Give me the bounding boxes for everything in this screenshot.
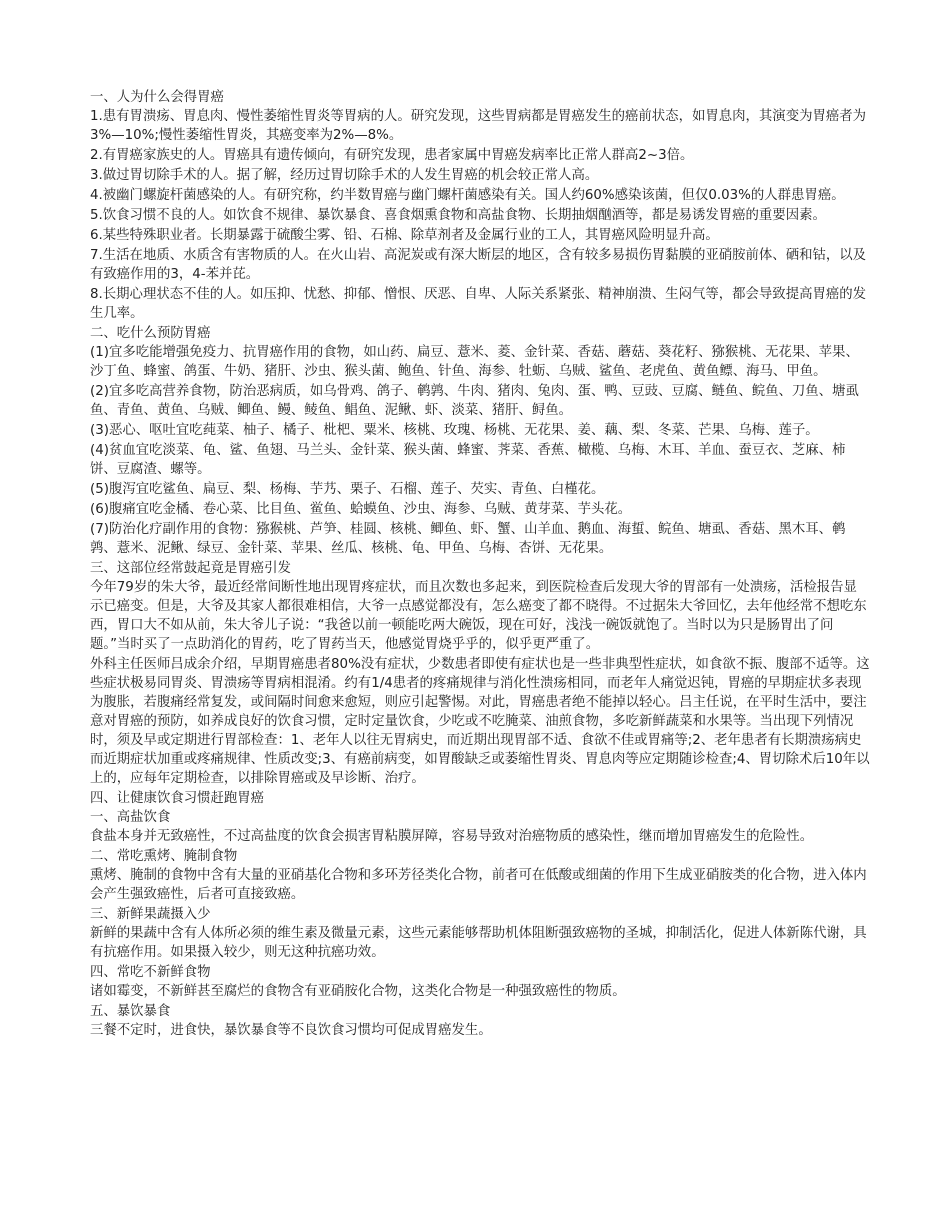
subsection-heading: 三、新鲜果蔬摄入少 — [90, 907, 211, 922]
section-heading: 一、人为什么会得胃癌 — [90, 90, 224, 105]
paragraph: (4)贫血宜吃淡菜、龟、鲨、鱼翅、马兰头、金针菜、猴头菌、蜂蜜、荠菜、香蕉、橄榄、乌梅、木耳、羊血、蚕豆衣、芝麻、柿饼、豆腐渣、螺等。 — [90, 443, 846, 477]
section-heading: 四、让健康饮食习惯赶跑胃癌 — [90, 791, 265, 806]
paragraph: (7)防治化疗副作用的食物：猕猴桃、芦笋、桂圆、核桃、鲫鱼、虾、蟹、山羊血、鹅血、海蜇、鲩鱼、塘虱、香菇、黑木耳、鹌鹑、薏米、泥鳅、绿豆、金针菜、苹果、丝瓜、核桃、龟、甲鱼、乌梅、杏饼、无花果。 — [90, 522, 846, 556]
paragraph: 三餐不定时，进食快，暴饮暴食等不良饮食习惯均可促成胃癌发生。 — [90, 1023, 492, 1038]
paragraph: 熏烤、腌制的食物中含有大量的亚硝基化合物和多环芳径类化合物，前者可在低酸或细菌的作用下生成亚硝胺类的化合物，进入体内会产生强致癌性，后者可直接致癌。 — [90, 868, 867, 902]
subsection-heading: 二、常吃熏烤、腌制食物 — [90, 849, 238, 864]
paragraph: 3.做过胃切除手术的人。据了解，经历过胃切除手术的人发生胃癌的机会较正常人高。 — [90, 168, 599, 183]
paragraph: (3)恶心、呕吐宜吃莼菜、柚子、橘子、枇杷、粟米、核桃、玫瑰、杨桃、无花果、姜、藕、梨、冬菜、芒果、乌梅、莲子。 — [90, 423, 819, 438]
paragraph: 外科主任医师吕成余介绍，早期胃癌患者80%没有症状，少数患者即使有症状也是一些非典型性症状，如食欲不振、腹部不适等。这些症状极易同胃炎、胃溃疡等胃病相混淆。约有1/4患者的疼痛规律与消化性溃疡相同，而老年人痛觉迟钝，胃癌的早期症状多表现为腹胀，若腹痛经常复发，或间隔时间愈来愈短，则应引起警惕。对此，胃癌患者绝不能掉以轻心。吕主任说，在平时生活中，要注意对胃癌的预防，如养成良好的饮食习惯，定时定量饮食，少吃或不吃腌菜、油煎食物，多吃新鲜蔬菜和水果等。当出现下列情况时，须及早或定期进行胃部检查：1、老年人以往无胃病史，而近期出现胃部不适、食欲不佳或胃痛等;2、老年患者有长期溃疡病史而近期症状加重或疼痛规律、性质改变;3、有癌前病变，如胃酸缺乏或萎缩性胃炎、胃息肉等应定期随诊检查;4、胃切除术后10年以上的，应每年定期检查，以排除胃癌或及早诊断、治疗。 — [90, 657, 870, 786]
paragraph: 诸如霉变，不新鲜甚至腐烂的食物含有亚硝胺化合物，这类化合物是一种强致癌性的物质。 — [90, 984, 626, 999]
paragraph: 8.长期心理状态不佳的人。如压抑、忧愁、抑郁、憎恨、厌恶、自卑、人际关系紧张、精神崩溃、生闷气等，都会导致提高胃癌的发生几率。 — [90, 287, 867, 321]
paragraph: 7.生活在地质、水质含有害物质的人。在火山岩、高泥炭或有深大断层的地区，含有较多易损伤胃黏膜的亚硝胺前体、硒和钴，以及有致癌作用的3，4-苯并芘。 — [90, 248, 867, 282]
subsection-heading: 一、高盐饮食 — [90, 810, 171, 825]
paragraph: (2)宜多吃高营养食物，防治恶病质，如乌骨鸡、鸽子、鹌鹑、牛肉、猪肉、兔肉、蛋、鸭、豆豉、豆腐、鲢鱼、鲩鱼、刀鱼、塘虱鱼、青鱼、黄鱼、乌贼、鲫鱼、鳗、鲮鱼、鲳鱼、泥鳅、虾、淡菜、猪肝、鲟鱼。 — [90, 384, 859, 418]
paragraph: (5)腹泻宜吃鲨鱼、扁豆、梨、杨梅、芋艿、栗子、石榴、莲子、芡实、青鱼、白槿花。 — [90, 482, 605, 497]
section-heading: 三、这部位经常鼓起竟是胃癌引发 — [90, 561, 291, 576]
paragraph: 2.有胃癌家族史的人。胃癌具有遗传倾向，有研究发现，患者家属中胃癌发病率比正常人群高2~3倍。 — [90, 148, 694, 163]
section-heading: 二、吃什么预防胃癌 — [90, 326, 211, 341]
subsection-heading: 五、暴饮暴食 — [90, 1004, 171, 1019]
document-body — [90, 88, 870, 1041]
subsection-heading: 四、常吃不新鲜食物 — [90, 965, 211, 980]
paragraph: 新鲜的果蔬中含有人体所必须的维生素及微量元素，这些元素能够帮助机体阻断强致癌物的圣城，抑制活化，促进人体新陈代谢，具有抗癌作用。如果摄入较少，则无这种抗癌功效。 — [90, 926, 867, 960]
paragraph: 4.被幽门螺旋杆菌感染的人。有研究称，约半数胃癌与幽门螺杆菌感染有关。国人约60%感染该菌，但仅0.03%的人群患胃癌。 — [90, 188, 845, 203]
paragraph: 今年79岁的朱大爷，最近经常间断性地出现胃疼症状，而且次数也多起来，到医院检查后发现大爷的胃部有一处溃疡，活检报告显示已癌变。但是，大爷及其家人都很难相信，大爷一点感觉都没有，怎么癌变了都不晓得。不过据朱大爷回忆，去年他经常不想吃东西，胃口大不如从前，朱大爷儿子说：“我爸以前一顿能吃两大碗饭，现在可好，浅浅一碗饭就饱了。当时以为只是肠胃出了问题。”当时买了一点助消化的胃药，吃了胃药当天，他感觉胃烧乎乎的，似乎更严重了。 — [90, 580, 867, 652]
paragraph: (1)宜多吃能增强免疫力、抗胃癌作用的食物，如山药、扁豆、薏米、菱、金针菜、香菇、蘑菇、葵花籽、猕猴桃、无花果、苹果、沙丁鱼、蜂蜜、鸽蛋、牛奶、猪肝、沙虫、猴头菌、鲍鱼、针鱼、海参、牡蛎、乌贼、鲨鱼、老虎鱼、黄鱼鳔、海马、甲鱼。 — [90, 345, 859, 379]
paragraph: (6)腹痛宜吃金橘、卷心菜、比目鱼、鲎鱼、蛤蟆鱼、沙虫、海参、乌贼、黄芽菜、芋头花。 — [90, 502, 632, 517]
paragraph: 1.患有胃溃疡、胃息肉、慢性萎缩性胃炎等胃病的人。研究发现，这些胃病都是胃癌发生的癌前状态，如胃息肉，其演变为胃癌者为3%—10%;慢性萎缩性胃炎，其癌变率为2%—8%。 — [90, 109, 867, 143]
paragraph: 5.饮食习惯不良的人。如饮食不规律、暴饮暴食、喜食烟熏食物和高盐食物、长期抽烟酗酒等，都是易诱发胃癌的重要因素。 — [90, 208, 826, 223]
paragraph: 食盐本身并无致癌性，不过高盐度的饮食会损害胃粘膜屏障，容易导致对治癌物质的感染性，继而增加胃癌发生的危险性。 — [90, 829, 814, 844]
paragraph: 6.某些特殊职业者。长期暴露于硫酸尘雾、铅、石棉、除草剂者及金属行业的工人，其胃癌风险明显升高。 — [90, 228, 719, 243]
